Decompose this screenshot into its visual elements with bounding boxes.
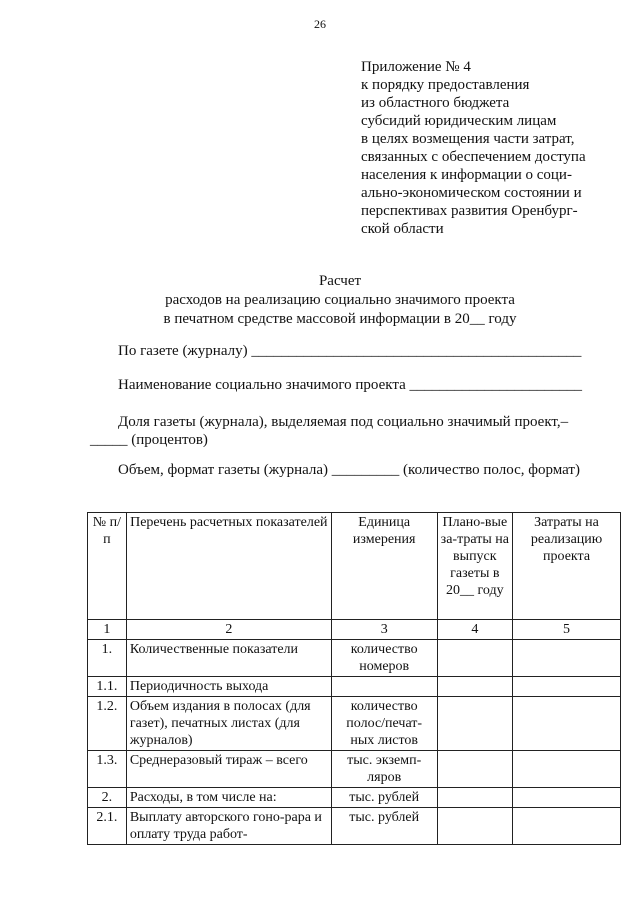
row-indicator: Количественные показатели [126, 640, 331, 677]
row-planned-cell [437, 677, 513, 697]
appendix-line: ально-экономическом состоянии и [361, 185, 582, 201]
column-number-row [88, 620, 621, 640]
row-unit [331, 677, 437, 697]
header-project-costs: Затраты на реализацию проекта [513, 513, 621, 620]
heading-subtitle-year: в печатном средстве массовой информации в 20__ году [163, 311, 517, 327]
appendix-line: к порядку предоставления [361, 77, 530, 93]
header-indicators: Перечень расчетных показателей [126, 513, 331, 620]
calculation-table [87, 512, 621, 845]
header-unit: Единица измерения [331, 513, 437, 620]
row-index: 1.2. [88, 697, 127, 751]
share-field-percent: _____ (процентов) [90, 432, 208, 448]
row-planned-cell [437, 697, 513, 751]
row-project-cell [513, 640, 621, 677]
row-planned-cell [437, 751, 513, 788]
row-unit: количество полос/печат-ных листов [331, 697, 437, 751]
row-unit: тыс. рублей [331, 808, 437, 845]
column-number: 4 [437, 620, 513, 640]
row-indicator: Периодичность выхода [126, 677, 331, 697]
header-number: № п/п [88, 513, 127, 620]
appendix-line: Приложение № 4 [361, 59, 471, 75]
row-planned-cell [437, 788, 513, 808]
appendix-line: связанных с обеспечением доступа [361, 149, 586, 165]
table-header-row [88, 513, 621, 620]
column-number: 3 [331, 620, 437, 640]
row-project-cell [513, 808, 621, 845]
table-row [88, 751, 621, 788]
column-number: 1 [88, 620, 127, 640]
heading-subtitle: расходов на реализацию социально значимого проекта [165, 292, 515, 308]
appendix-line: в целях возмещения части затрат, [361, 131, 575, 147]
row-index: 1.1. [88, 677, 127, 697]
table-row [88, 697, 621, 751]
share-field: Доля газеты (журнала), выделяемая под социально значимый проект,– [118, 414, 569, 430]
row-project-cell [513, 697, 621, 751]
project-name-field: Наименование социально значимого проекта _______________________ [118, 377, 583, 393]
page-number: 26 [314, 17, 326, 31]
row-unit: тыс. экземп-ляров [331, 751, 437, 788]
row-index: 2.1. [88, 808, 127, 845]
row-indicator: Выплату авторского гоно-рара и оплату труда работ- [126, 808, 331, 845]
appendix-line: субсидий юридическим лицам [361, 113, 557, 129]
row-index: 2. [88, 788, 127, 808]
row-unit: количество номеров [331, 640, 437, 677]
appendix-line: населения к информации о соци- [361, 167, 572, 183]
table-row [88, 788, 621, 808]
column-number: 5 [513, 620, 621, 640]
header-planned-costs: Плано-вые за-траты на выпуск газеты в 20__ году [437, 513, 513, 620]
row-indicator: Среднеразовый тираж – всего [126, 751, 331, 788]
appendix-line: ской области [361, 221, 444, 237]
row-project-cell [513, 751, 621, 788]
row-index: 1. [88, 640, 127, 677]
table-row [88, 640, 621, 677]
column-number: 2 [126, 620, 331, 640]
document-heading [0, 272, 640, 329]
row-unit: тыс. рублей [331, 788, 437, 808]
volume-format-field: Объем, формат газеты (журнала) _________ (количество полос, формат) [118, 462, 580, 478]
heading-title: Расчет [318, 273, 362, 289]
appendix-line: перспективах развития Оренбург- [361, 203, 578, 219]
table-row [88, 808, 621, 845]
row-indicator: Расходы, в том числе на: [126, 788, 331, 808]
row-project-cell [513, 788, 621, 808]
table-row [88, 677, 621, 697]
newspaper-field: По газете (журналу) ____________________________________________ [118, 343, 582, 359]
appendix-block [361, 58, 631, 238]
row-indicator: Объем издания в полосах (для газет), печатных листах (для журналов) [126, 697, 331, 751]
row-index: 1.3. [88, 751, 127, 788]
row-planned-cell [437, 640, 513, 677]
appendix-line: из областного бюджета [361, 95, 510, 111]
row-project-cell [513, 677, 621, 697]
row-planned-cell [437, 808, 513, 845]
